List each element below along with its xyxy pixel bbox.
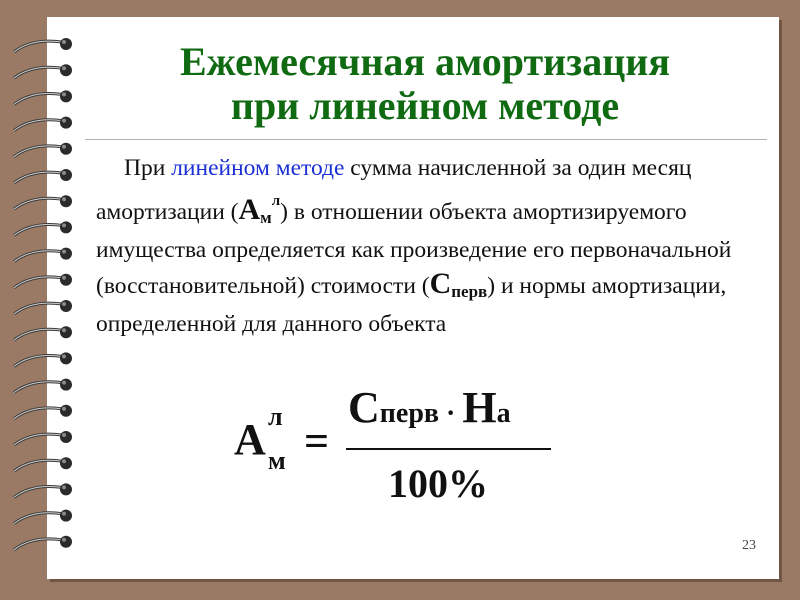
title-line-2: при линейном методе — [230, 83, 620, 128]
formula-equals: = — [304, 417, 330, 466]
spiral-coil — [14, 457, 72, 471]
body-paragraph — [96, 152, 756, 341]
spiral-coil — [14, 483, 72, 497]
symbol-c: С — [429, 267, 452, 300]
spiral-coil — [14, 221, 72, 235]
spiral-coil — [14, 510, 72, 524]
text-part: ) в отношении объекта амортизируемого имущества определяется как произведение его первоначальной (восстановительной) стоимости ( — [96, 199, 732, 299]
formula-c-sub: перв — [379, 398, 440, 429]
formula-h: Н — [462, 383, 497, 432]
spiral-coil — [14, 536, 72, 550]
formula-denominator: 100% — [388, 461, 488, 506]
formula-lhs-sup: л — [268, 402, 283, 431]
spiral-coil — [14, 352, 72, 366]
spiral-coil — [14, 326, 72, 340]
page-number: 23 — [742, 538, 756, 553]
spiral-coil — [14, 300, 72, 314]
fraction-line — [346, 448, 551, 450]
symbol-cost — [430, 267, 488, 300]
symbol-a: А — [238, 193, 261, 226]
text-part: При — [124, 155, 172, 181]
spiral-coil — [14, 195, 72, 209]
spiral-coil — [14, 405, 72, 419]
text-part: сумма начисленной за один месяц амортизации ( — [96, 155, 692, 225]
slide-title — [60, 40, 790, 128]
spiral-coil — [14, 169, 72, 183]
symbol-a-sub: м — [260, 208, 272, 227]
formula-lhs — [234, 402, 286, 475]
spiral-coil — [14, 143, 72, 157]
spiral-coil — [14, 274, 72, 288]
title-line-1: Ежемесячная амортизация — [180, 39, 670, 84]
spiral-coil — [14, 431, 72, 445]
highlight-link-text: линейном методе — [171, 155, 345, 181]
formula-lhs-sub: м — [268, 446, 286, 475]
formula-c: С — [348, 383, 380, 432]
text-part: ) и нормы амортизации, определенной для данного объекта — [96, 273, 727, 337]
symbol-amortization — [238, 193, 280, 226]
formula — [228, 382, 568, 522]
spiral-coil — [14, 379, 72, 393]
formula-h-sub: а — [496, 398, 511, 429]
symbol-a-sup: л — [271, 193, 281, 209]
formula-numerator — [348, 382, 511, 433]
title-divider — [85, 139, 767, 140]
formula-lhs-symbol: А — [234, 415, 266, 464]
formula-dot: · — [439, 398, 463, 429]
symbol-c-sub: перв — [451, 282, 488, 301]
spiral-coil — [14, 248, 72, 262]
